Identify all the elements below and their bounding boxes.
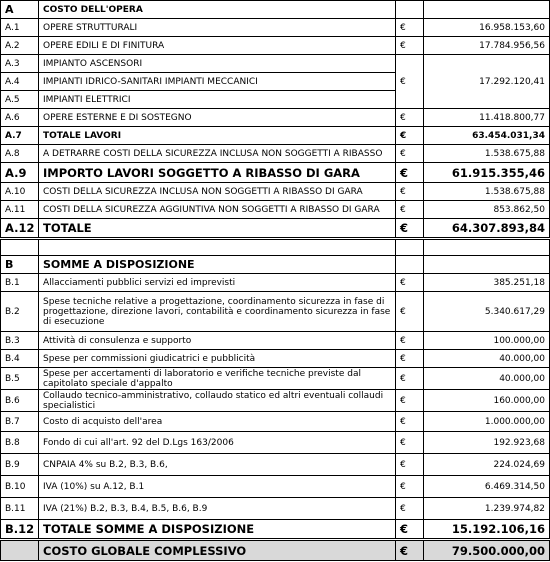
table-row bbox=[1, 498, 550, 520]
row-amount: 40.000,00 bbox=[424, 350, 550, 368]
currency-symbol: € bbox=[396, 520, 424, 540]
row-code: A.3 bbox=[1, 55, 39, 73]
section-a-header bbox=[1, 1, 550, 19]
table-row bbox=[1, 412, 550, 432]
row-code: A.8 bbox=[1, 145, 39, 163]
table-row bbox=[1, 37, 550, 55]
row-desc: IMPORTO LAVORI SOGGETTO A RIBASSO DI GARA bbox=[39, 163, 396, 183]
currency-symbol: € bbox=[396, 163, 424, 183]
row-amount: 15.192.106,16 bbox=[424, 520, 550, 540]
row-desc: TOTALE bbox=[39, 219, 396, 239]
row-desc: TOTALE SOMME A DISPOSIZIONE bbox=[39, 520, 396, 540]
row-code: B.4 bbox=[1, 350, 39, 368]
row-code: B.2 bbox=[1, 292, 39, 332]
section-b-header bbox=[1, 256, 550, 274]
row-desc: Allacciamenti pubblici servizi ed imprevisti bbox=[39, 274, 396, 292]
currency-symbol: € bbox=[396, 19, 424, 37]
row-desc: IVA (21%) B.2, B.3, B.4, B.5, B.6, B.9 bbox=[39, 498, 396, 520]
row-amount: 100.000,00 bbox=[424, 332, 550, 350]
row-code: B.5 bbox=[1, 368, 39, 390]
currency-symbol: € bbox=[396, 332, 424, 350]
row-amount: 17.784.956,56 bbox=[424, 37, 550, 55]
row-amount: 224.024,69 bbox=[424, 454, 550, 476]
row-amount: 6.469.314,50 bbox=[424, 476, 550, 498]
row-amount: 1.538.675,88 bbox=[424, 183, 550, 201]
table-row bbox=[1, 183, 550, 201]
currency-symbol: € bbox=[396, 55, 424, 109]
row-code: B.8 bbox=[1, 432, 39, 454]
row-code: A.10 bbox=[1, 183, 39, 201]
row-desc: COSTI DELLA SICUREZZA AGGIUNTIVA NON SOGGETTI A RIBASSO DI GARA bbox=[39, 201, 396, 219]
section-code: B bbox=[1, 256, 39, 274]
row-amount: 1.000.000,00 bbox=[424, 412, 550, 432]
section-title: COSTO DELL'OPERA bbox=[39, 1, 396, 19]
row-code: A.6 bbox=[1, 109, 39, 127]
row-amount: 63.454.031,34 bbox=[424, 127, 550, 145]
subtotal-row bbox=[1, 127, 550, 145]
row-desc: OPERE EDILI E DI FINITURA bbox=[39, 37, 396, 55]
row-amount: 385.251,18 bbox=[424, 274, 550, 292]
row-desc: Spese per commissioni giudicatrici e pubblicità bbox=[39, 350, 396, 368]
row-desc: Attività di consulenza e supporto bbox=[39, 332, 396, 350]
row-code: A.11 bbox=[1, 201, 39, 219]
row-amount: 5.340.617,29 bbox=[424, 292, 550, 332]
table-row bbox=[1, 109, 550, 127]
row-amount: 17.292.120,41 bbox=[424, 55, 550, 109]
row-code: B.3 bbox=[1, 332, 39, 350]
row-desc: IVA (10%) su A.12, B.1 bbox=[39, 476, 396, 498]
row-desc: OPERE ESTERNE E DI SOSTEGNO bbox=[39, 109, 396, 127]
row-code: B.1 bbox=[1, 274, 39, 292]
row-code: A.9 bbox=[1, 163, 39, 183]
row-desc: Spese tecniche relative a progettazione, coordinamento sicurezza in fase di progettazione, direzione lavori, contabilità e coordinamento sicurezza in fase di esecuzione bbox=[39, 292, 396, 332]
currency-symbol: € bbox=[396, 540, 424, 561]
row-code: B.7 bbox=[1, 412, 39, 432]
row-amount: 192.923,68 bbox=[424, 432, 550, 454]
currency-symbol: € bbox=[396, 350, 424, 368]
row-code: B.11 bbox=[1, 498, 39, 520]
currency-symbol: € bbox=[396, 476, 424, 498]
table-row bbox=[1, 145, 550, 163]
currency-symbol: € bbox=[396, 412, 424, 432]
currency-symbol: € bbox=[396, 109, 424, 127]
row-code: B.9 bbox=[1, 454, 39, 476]
total-row bbox=[1, 520, 550, 540]
total-row bbox=[1, 219, 550, 239]
row-code: B.12 bbox=[1, 520, 39, 540]
row-code: B.6 bbox=[1, 390, 39, 412]
row-code: A.1 bbox=[1, 19, 39, 37]
table-row bbox=[1, 55, 550, 73]
currency-symbol: € bbox=[396, 219, 424, 239]
row-code: A.12 bbox=[1, 219, 39, 239]
table-row bbox=[1, 274, 550, 292]
row-amount: 64.307.893,84 bbox=[424, 219, 550, 239]
row-desc: IMPIANTI ELETTRICI bbox=[39, 91, 396, 109]
table-row bbox=[1, 201, 550, 219]
section-title: SOMME A DISPOSIZIONE bbox=[39, 256, 396, 274]
row-amount: 11.418.800,77 bbox=[424, 109, 550, 127]
currency-symbol: € bbox=[396, 454, 424, 476]
table-row bbox=[1, 350, 550, 368]
row-amount: 1.239.974,82 bbox=[424, 498, 550, 520]
row-code: B.10 bbox=[1, 476, 39, 498]
row-desc: CNPAIA 4% su B.2, B.3, B.6, bbox=[39, 454, 396, 476]
currency-symbol: € bbox=[396, 292, 424, 332]
currency-symbol: € bbox=[396, 432, 424, 454]
row-desc: Collaudo tecnico-amministrativo, collaudo statico ed altri eventuali collaudi specialistici bbox=[39, 390, 396, 412]
table-row bbox=[1, 292, 550, 332]
grand-total-amount: 79.500.000,00 bbox=[424, 540, 550, 561]
currency-symbol: € bbox=[396, 145, 424, 163]
row-code: A.5 bbox=[1, 91, 39, 109]
currency-symbol: € bbox=[396, 368, 424, 390]
row-desc: OPERE STRUTTURALI bbox=[39, 19, 396, 37]
currency-symbol: € bbox=[396, 201, 424, 219]
currency-symbol: € bbox=[396, 274, 424, 292]
row-amount: 61.915.355,46 bbox=[424, 163, 550, 183]
table-row bbox=[1, 19, 550, 37]
currency-symbol: € bbox=[396, 498, 424, 520]
table-row bbox=[1, 332, 550, 350]
table-row bbox=[1, 432, 550, 454]
currency-symbol: € bbox=[396, 37, 424, 55]
grand-total-row bbox=[1, 540, 550, 561]
row-desc: Spese per accertamenti di laboratorio e verifiche tecniche previste dal capitolato speciale d'appalto bbox=[39, 368, 396, 390]
row-amount: 853.862,50 bbox=[424, 201, 550, 219]
row-desc: Costo di acquisto dell'area bbox=[39, 412, 396, 432]
row-amount: 1.538.675,88 bbox=[424, 145, 550, 163]
row-amount: 160.000,00 bbox=[424, 390, 550, 412]
spacer-row bbox=[1, 239, 550, 256]
grand-total-label: COSTO GLOBALE COMPLESSIVO bbox=[39, 540, 396, 561]
row-code: A.7 bbox=[1, 127, 39, 145]
row-desc: IMPIANTO ASCENSORI bbox=[39, 55, 396, 73]
table-row bbox=[1, 454, 550, 476]
table-row bbox=[1, 368, 550, 390]
row-code: A.2 bbox=[1, 37, 39, 55]
row-desc: A DETRARRE COSTI DELLA SICUREZZA INCLUSA NON SOGGETTI A RIBASSO bbox=[39, 145, 396, 163]
row-amount: 40.000,00 bbox=[424, 368, 550, 390]
row-desc: TOTALE LAVORI bbox=[39, 127, 396, 145]
currency-symbol: € bbox=[396, 183, 424, 201]
row-desc: Fondo di cui all'art. 92 del D.Lgs 163/2006 bbox=[39, 432, 396, 454]
currency-symbol: € bbox=[396, 390, 424, 412]
row-code: A.4 bbox=[1, 73, 39, 91]
table-row bbox=[1, 476, 550, 498]
table-row bbox=[1, 390, 550, 412]
currency-symbol: € bbox=[396, 127, 424, 145]
row-amount: 16.958.153,60 bbox=[424, 19, 550, 37]
section-code: A bbox=[1, 1, 39, 19]
subtotal-row bbox=[1, 163, 550, 183]
row-desc: IMPIANTI IDRICO-SANITARI IMPIANTI MECCANICI bbox=[39, 73, 396, 91]
row-desc: COSTI DELLA SICUREZZA INCLUSA NON SOGGETTI A RIBASSO DI GARA bbox=[39, 183, 396, 201]
